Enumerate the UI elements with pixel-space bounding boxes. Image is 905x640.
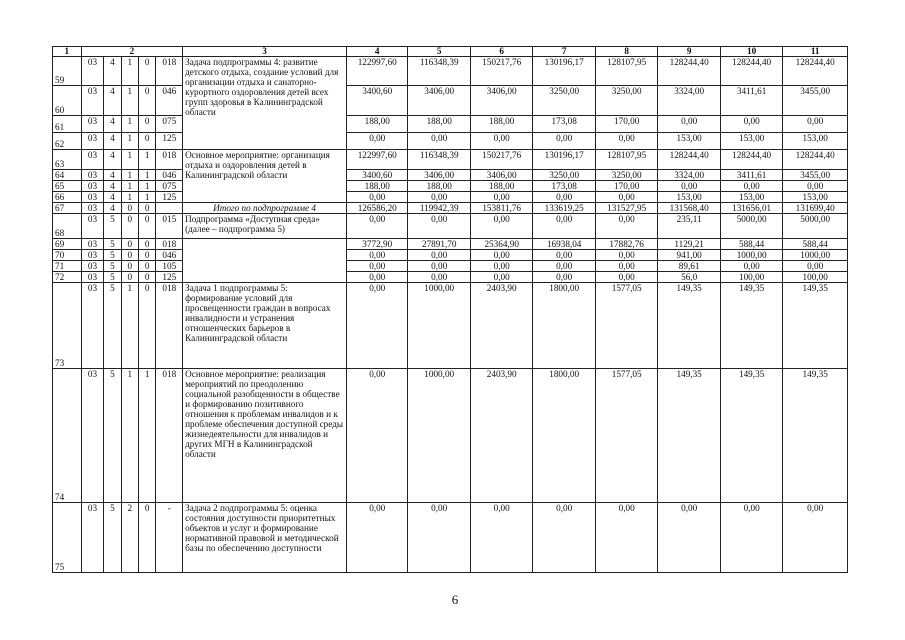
value-cell: 173,08 xyxy=(533,116,595,133)
row-number: 65 xyxy=(53,181,82,192)
value-cell: 128244,40 xyxy=(783,57,848,86)
value-cell: 0,00 xyxy=(720,261,782,272)
description-cell: Подпрограмма «Доступная среда» (далее – подпрограмма 5) xyxy=(183,214,347,239)
code-cell: 4 xyxy=(104,181,121,192)
code-cell: 0 xyxy=(139,272,156,283)
value-cell: 153,00 xyxy=(658,192,720,203)
value-cell: 153,00 xyxy=(783,133,848,150)
code-cell: 5 xyxy=(104,503,121,573)
value-cell: 0,00 xyxy=(470,250,532,261)
code-cell: 0 xyxy=(121,239,138,250)
row-number: 75 xyxy=(53,503,82,573)
value-cell: 0,00 xyxy=(347,503,408,573)
code-cell: 125 xyxy=(156,272,183,283)
code-cell: 075 xyxy=(156,181,183,192)
value-cell: 153811,76 xyxy=(470,203,532,214)
table-body xyxy=(53,47,848,573)
value-cell: 149,35 xyxy=(720,283,782,369)
code-cell: 5 xyxy=(104,214,121,239)
code-cell: 03 xyxy=(81,57,104,86)
value-cell: 3406,00 xyxy=(408,170,470,181)
value-cell: 1000,00 xyxy=(720,250,782,261)
description-cell: Задача 2 подпрограммы 5: оценка состояния доступности приоритетных объектов и услуг и формирование нормативной правовой и методической базы по обеспечению доступности xyxy=(183,503,347,573)
code-cell: 0 xyxy=(139,261,156,272)
value-cell: 149,35 xyxy=(658,369,720,503)
value-cell: 0,00 xyxy=(595,261,657,272)
value-cell: 188,00 xyxy=(347,181,408,192)
value-cell: 0,00 xyxy=(347,272,408,283)
code-cell: 03 xyxy=(81,86,104,116)
table-row xyxy=(53,181,848,192)
row-number: 60 xyxy=(53,86,82,116)
code-cell: 0 xyxy=(121,250,138,261)
value-cell: 122997,60 xyxy=(347,150,408,170)
row-number: 71 xyxy=(53,261,82,272)
value-cell: 0,00 xyxy=(470,503,532,573)
code-cell: 03 xyxy=(81,250,104,261)
code-cell: 5 xyxy=(104,272,121,283)
code-cell: 1 xyxy=(139,369,156,503)
value-cell: 188,00 xyxy=(470,181,532,192)
value-cell: 5000,00 xyxy=(720,214,782,239)
code-cell: 0 xyxy=(121,214,138,239)
row-number: 67 xyxy=(53,203,82,214)
code-cell: 018 xyxy=(156,283,183,369)
column-header: 11 xyxy=(783,47,848,57)
row-number: 63 xyxy=(53,150,82,170)
value-cell: 0,00 xyxy=(347,214,408,239)
column-header: 8 xyxy=(595,47,657,57)
value-cell: 150217,76 xyxy=(470,150,532,170)
value-cell: 0,00 xyxy=(533,192,595,203)
column-header: 1 xyxy=(53,47,82,57)
value-cell: 1000,00 xyxy=(408,369,470,503)
code-cell: 1 xyxy=(121,192,138,203)
column-header: 10 xyxy=(720,47,782,57)
code-cell: 5 xyxy=(104,369,121,503)
code-cell: 0 xyxy=(121,261,138,272)
value-cell: 0,00 xyxy=(347,261,408,272)
code-cell: 0 xyxy=(139,283,156,369)
value-cell: 0,00 xyxy=(658,181,720,192)
code-cell: 5 xyxy=(104,283,121,369)
value-cell: 0,00 xyxy=(470,133,532,150)
value-cell: 128244,40 xyxy=(658,57,720,86)
row-number: 59 xyxy=(53,57,82,86)
code-cell: 105 xyxy=(156,261,183,272)
table-row xyxy=(53,192,848,203)
value-cell: 119942,39 xyxy=(408,203,470,214)
value-cell: 128244,40 xyxy=(720,150,782,170)
value-cell: 3411,61 xyxy=(720,170,782,181)
value-cell: 3250,00 xyxy=(595,86,657,116)
code-cell: 1 xyxy=(121,57,138,86)
value-cell: 0,00 xyxy=(408,214,470,239)
code-cell: 0 xyxy=(139,203,156,214)
value-cell: 17882,76 xyxy=(595,239,657,250)
column-header: 3 xyxy=(183,47,347,57)
description-cell: Итого по подпрограмме 4 xyxy=(183,203,347,214)
value-cell: 131699,40 xyxy=(783,203,848,214)
code-cell: 4 xyxy=(104,192,121,203)
value-cell: 0,00 xyxy=(595,214,657,239)
code-cell: 1 xyxy=(121,181,138,192)
table-row xyxy=(53,272,848,283)
code-cell xyxy=(156,203,183,214)
value-cell: 25364,90 xyxy=(470,239,532,250)
page-number: 6 xyxy=(451,592,459,607)
table-row xyxy=(53,57,848,86)
value-cell: 130196,17 xyxy=(533,57,595,86)
code-cell: 0 xyxy=(139,239,156,250)
value-cell: 116348,39 xyxy=(408,150,470,170)
value-cell: 100,00 xyxy=(783,272,848,283)
value-cell: 588,44 xyxy=(783,239,848,250)
value-cell: 0,00 xyxy=(347,192,408,203)
value-cell: 588,44 xyxy=(720,239,782,250)
value-cell: 0,00 xyxy=(595,133,657,150)
table-row xyxy=(53,203,848,214)
value-cell: 100,00 xyxy=(720,272,782,283)
value-cell: 133619,25 xyxy=(533,203,595,214)
value-cell: 3406,00 xyxy=(408,86,470,116)
code-cell: 018 xyxy=(156,239,183,250)
value-cell: 0,00 xyxy=(595,503,657,573)
code-cell: 0 xyxy=(139,133,156,150)
code-cell: 03 xyxy=(81,272,104,283)
value-cell: 116348,39 xyxy=(408,57,470,86)
code-cell: 03 xyxy=(81,181,104,192)
row-number: 66 xyxy=(53,192,82,203)
value-cell: 170,00 xyxy=(595,181,657,192)
value-cell: 2403,90 xyxy=(470,369,532,503)
value-cell: 149,35 xyxy=(783,283,848,369)
value-cell: 131527,95 xyxy=(595,203,657,214)
code-cell: 4 xyxy=(104,133,121,150)
value-cell: 188,00 xyxy=(408,116,470,133)
value-cell: 3400,60 xyxy=(347,170,408,181)
value-cell: 128244,40 xyxy=(783,150,848,170)
description-cell: Задача подпрограммы 4: развитие детского отдыха, создание условий для организации отдыха и санаторно-курортного оздоровления детей всех групп здоровья в Калининградской области xyxy=(183,57,347,150)
code-cell: 4 xyxy=(104,150,121,170)
column-header: 4 xyxy=(347,47,408,57)
code-cell: 03 xyxy=(81,283,104,369)
code-cell: 018 xyxy=(156,57,183,86)
row-number: 74 xyxy=(53,369,82,503)
table-row xyxy=(53,133,848,150)
code-cell: 03 xyxy=(81,133,104,150)
value-cell: 170,00 xyxy=(595,116,657,133)
table-row xyxy=(53,283,848,369)
code-cell: 5 xyxy=(104,250,121,261)
value-cell: 188,00 xyxy=(408,181,470,192)
code-cell: 1 xyxy=(121,116,138,133)
code-cell: 03 xyxy=(81,214,104,239)
value-cell: 0,00 xyxy=(408,192,470,203)
value-cell: 0,00 xyxy=(470,192,532,203)
code-cell: 0 xyxy=(139,250,156,261)
column-header: 9 xyxy=(658,47,720,57)
code-cell: 03 xyxy=(81,170,104,181)
value-cell: 0,00 xyxy=(783,181,848,192)
value-cell: 128244,40 xyxy=(658,150,720,170)
value-cell: 0,00 xyxy=(470,261,532,272)
value-cell: 3455,00 xyxy=(783,86,848,116)
code-cell: 0 xyxy=(139,86,156,116)
code-cell: 4 xyxy=(104,116,121,133)
value-cell: 1577,05 xyxy=(595,369,657,503)
value-cell: 89,61 xyxy=(658,261,720,272)
value-cell: 0,00 xyxy=(347,133,408,150)
table-row xyxy=(53,503,848,573)
value-cell: 153,00 xyxy=(783,192,848,203)
value-cell: 149,35 xyxy=(720,369,782,503)
value-cell: 131568,40 xyxy=(658,203,720,214)
code-cell: 03 xyxy=(81,369,104,503)
value-cell: 0,00 xyxy=(408,272,470,283)
value-cell: 16938,04 xyxy=(533,239,595,250)
code-cell: 03 xyxy=(81,192,104,203)
code-cell: 03 xyxy=(81,261,104,272)
value-cell: 153,00 xyxy=(720,192,782,203)
value-cell: 0,00 xyxy=(408,503,470,573)
code-cell: 4 xyxy=(104,203,121,214)
value-cell: 0,00 xyxy=(533,250,595,261)
value-cell: 149,35 xyxy=(783,369,848,503)
table-row xyxy=(53,116,848,133)
value-cell: 0,00 xyxy=(408,261,470,272)
code-cell: 4 xyxy=(104,86,121,116)
value-cell: 0,00 xyxy=(783,503,848,573)
value-cell: 131656,01 xyxy=(720,203,782,214)
value-cell: 0,00 xyxy=(658,116,720,133)
code-cell: 075 xyxy=(156,116,183,133)
value-cell: 0,00 xyxy=(347,283,408,369)
value-cell: 3324,00 xyxy=(658,170,720,181)
value-cell: 149,35 xyxy=(658,283,720,369)
value-cell: 1577,05 xyxy=(595,283,657,369)
value-cell: 173,08 xyxy=(533,181,595,192)
code-cell: 1 xyxy=(121,170,138,181)
code-cell: 5 xyxy=(104,239,121,250)
code-cell: 4 xyxy=(104,170,121,181)
table-row xyxy=(53,369,848,503)
value-cell: 188,00 xyxy=(470,116,532,133)
value-cell: 3411,61 xyxy=(720,86,782,116)
value-cell: 1000,00 xyxy=(783,250,848,261)
value-cell: 0,00 xyxy=(533,133,595,150)
column-header: 6 xyxy=(470,47,532,57)
code-cell: 03 xyxy=(81,503,104,573)
value-cell: 3455,00 xyxy=(783,170,848,181)
value-cell: 3324,00 xyxy=(658,86,720,116)
value-cell: 3250,00 xyxy=(595,170,657,181)
value-cell: 153,00 xyxy=(658,133,720,150)
code-cell: 1 xyxy=(121,86,138,116)
value-cell: 1800,00 xyxy=(533,369,595,503)
row-number: 72 xyxy=(53,272,82,283)
row-number: 64 xyxy=(53,170,82,181)
code-cell: 018 xyxy=(156,369,183,503)
code-cell: - xyxy=(156,503,183,573)
description-cell: Основное мероприятие: реализация мероприятий по преодолению социальной разобщенности в обществе и формированию позитивного отношения к проблемам инвалидов и к проблеме обеспечения доступной среды жизнедеятельности для инвалидов и других МГН в Калининградской области xyxy=(183,369,347,503)
code-cell: 018 xyxy=(156,150,183,170)
code-cell: 5 xyxy=(104,261,121,272)
column-header: 7 xyxy=(533,47,595,57)
code-cell: 03 xyxy=(81,150,104,170)
code-cell: 1 xyxy=(121,283,138,369)
value-cell: 3400,60 xyxy=(347,86,408,116)
value-cell: 0,00 xyxy=(720,503,782,573)
value-cell: 128107,95 xyxy=(595,150,657,170)
code-cell: 1 xyxy=(121,369,138,503)
value-cell: 0,00 xyxy=(347,250,408,261)
value-cell: 128107,95 xyxy=(595,57,657,86)
code-cell: 1 xyxy=(121,133,138,150)
value-cell: 5000,00 xyxy=(783,214,848,239)
table-row xyxy=(53,86,848,116)
code-cell: 1 xyxy=(139,170,156,181)
value-cell: 2403,90 xyxy=(470,283,532,369)
value-cell: 188,00 xyxy=(347,116,408,133)
budget-table xyxy=(52,46,848,573)
value-cell: 1129,21 xyxy=(658,239,720,250)
row-number: 73 xyxy=(53,283,82,369)
header-row xyxy=(53,47,848,57)
value-cell: 130196,17 xyxy=(533,150,595,170)
value-cell: 0,00 xyxy=(595,250,657,261)
value-cell: 3406,00 xyxy=(470,86,532,116)
value-cell: 941,00 xyxy=(658,250,720,261)
code-cell: 03 xyxy=(81,203,104,214)
row-number: 69 xyxy=(53,239,82,250)
value-cell: 0,00 xyxy=(408,133,470,150)
value-cell: 0,00 xyxy=(533,272,595,283)
value-cell: 3250,00 xyxy=(533,86,595,116)
table-row xyxy=(53,261,848,272)
value-cell: 150217,76 xyxy=(470,57,532,86)
value-cell: 1000,00 xyxy=(408,283,470,369)
value-cell: 0,00 xyxy=(408,250,470,261)
value-cell: 56,0 xyxy=(658,272,720,283)
value-cell: 0,00 xyxy=(470,214,532,239)
value-cell: 0,00 xyxy=(470,272,532,283)
description-cell: Задача 1 подпрограммы 5: формирование условий для просвещенности граждан в вопросах инвалидности и устранения отношенческих барьеров в Калининградской области xyxy=(183,283,347,369)
table-row xyxy=(53,150,848,170)
code-cell: 046 xyxy=(156,86,183,116)
row-number: 70 xyxy=(53,250,82,261)
code-cell: 0 xyxy=(139,57,156,86)
table-row xyxy=(53,214,848,239)
table-row xyxy=(53,250,848,261)
value-cell: 235,11 xyxy=(658,214,720,239)
value-cell: 0,00 xyxy=(783,116,848,133)
code-cell: 046 xyxy=(156,250,183,261)
value-cell: 126586,20 xyxy=(347,203,408,214)
value-cell: 0,00 xyxy=(533,261,595,272)
value-cell: 0,00 xyxy=(533,503,595,573)
value-cell: 0,00 xyxy=(720,116,782,133)
column-header: 2 xyxy=(81,47,182,57)
code-cell: 0 xyxy=(139,503,156,573)
value-cell: 0,00 xyxy=(720,181,782,192)
code-cell: 0 xyxy=(121,203,138,214)
value-cell: 0,00 xyxy=(783,261,848,272)
code-cell: 1 xyxy=(139,181,156,192)
value-cell: 1800,00 xyxy=(533,283,595,369)
code-cell: 0 xyxy=(121,272,138,283)
code-cell: 0 xyxy=(139,116,156,133)
code-cell: 125 xyxy=(156,192,183,203)
value-cell: 0,00 xyxy=(347,369,408,503)
value-cell: 128244,40 xyxy=(720,57,782,86)
value-cell: 153,00 xyxy=(720,133,782,150)
table-row xyxy=(53,170,848,181)
column-header: 5 xyxy=(408,47,470,57)
value-cell: 3250,00 xyxy=(533,170,595,181)
code-cell: 125 xyxy=(156,133,183,150)
code-cell: 1 xyxy=(121,150,138,170)
description-cell xyxy=(183,239,347,283)
value-cell: 0,00 xyxy=(658,503,720,573)
code-cell: 03 xyxy=(81,239,104,250)
code-cell: 1 xyxy=(139,192,156,203)
code-cell: 4 xyxy=(104,57,121,86)
code-cell: 0 xyxy=(139,214,156,239)
value-cell: 27891,70 xyxy=(408,239,470,250)
value-cell: 0,00 xyxy=(595,192,657,203)
description-cell: Основное мероприятие: организация отдыха и оздоровления детей в Калининградской области xyxy=(183,150,347,203)
code-cell: 03 xyxy=(81,116,104,133)
code-cell: 046 xyxy=(156,170,183,181)
value-cell: 3406,00 xyxy=(470,170,532,181)
row-number: 62 xyxy=(53,133,82,150)
code-cell: 1 xyxy=(139,150,156,170)
code-cell: 2 xyxy=(121,503,138,573)
value-cell: 0,00 xyxy=(533,214,595,239)
table-row xyxy=(53,239,848,250)
code-cell: 015 xyxy=(156,214,183,239)
row-number: 68 xyxy=(53,214,82,239)
row-number: 61 xyxy=(53,116,82,133)
value-cell: 0,00 xyxy=(595,272,657,283)
value-cell: 122997,60 xyxy=(347,57,408,86)
value-cell: 3772,90 xyxy=(347,239,408,250)
